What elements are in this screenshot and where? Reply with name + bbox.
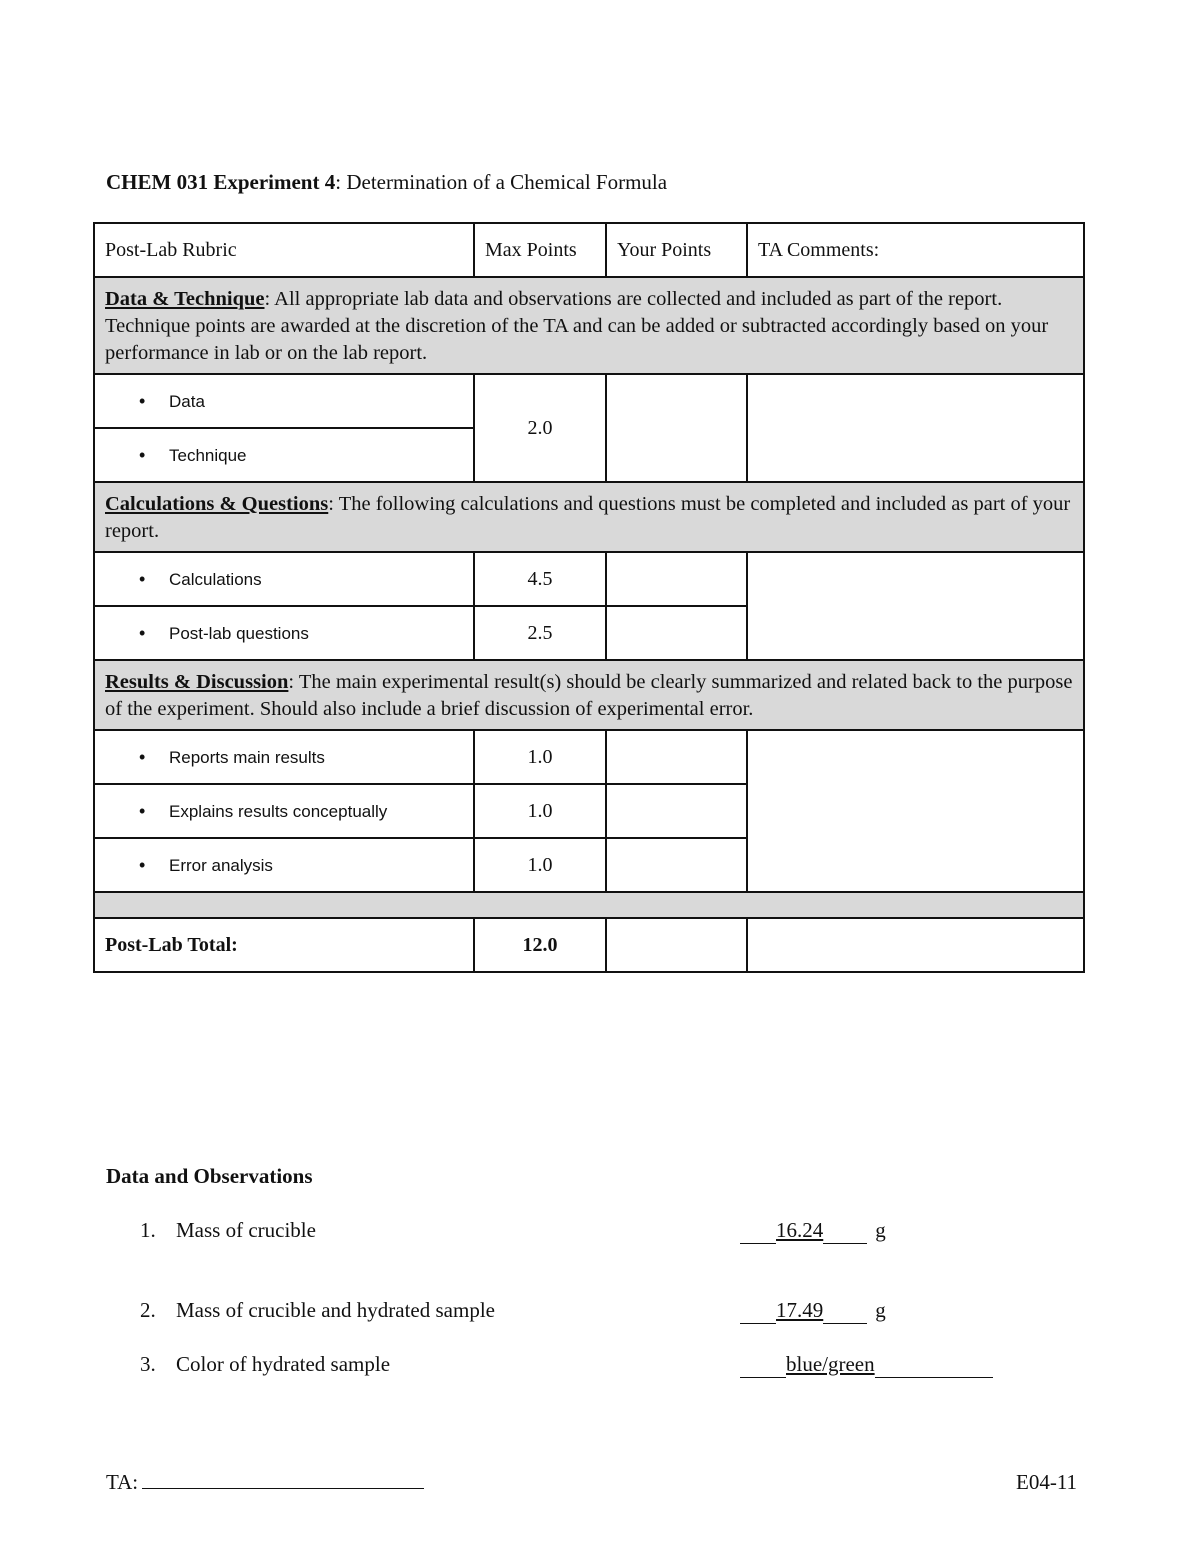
criterion-technique: • Technique: [94, 428, 474, 482]
total-max-points: 12.0: [474, 918, 606, 972]
bullet-icon: •: [139, 800, 146, 821]
spacer-cell: [94, 892, 1084, 918]
title-separator: :: [335, 170, 342, 194]
your-points-cell[interactable]: [606, 374, 747, 482]
answer-value: 17.49: [776, 1298, 824, 1322]
experiment-title: Determination of a Chemical Formula: [341, 170, 668, 194]
section-title: Calculations & Questions: [105, 493, 329, 515]
course-experiment-label: CHEM 031 Experiment 4: [106, 170, 336, 194]
answer-field[interactable]: [740, 1352, 993, 1378]
section-row-data-technique: [94, 277, 1084, 374]
item-number: 3.: [140, 1352, 156, 1376]
max-points-error-analysis: 1.0: [474, 838, 606, 892]
column-header-your-points: Your Points: [606, 223, 747, 277]
total-row: [94, 918, 1084, 972]
your-points-cell[interactable]: [606, 784, 747, 838]
item-number: 1.: [140, 1218, 156, 1242]
ta-comments-cell[interactable]: [747, 374, 1084, 482]
unit-label: g: [875, 1298, 886, 1322]
section-description: : The following calculations and questions must be completed and included as part of your report.: [105, 493, 1071, 542]
answer-value: blue/green: [786, 1352, 875, 1376]
column-header-max-points: Max Points: [474, 223, 606, 277]
total-your-points-cell[interactable]: [606, 918, 747, 972]
bullet-icon: •: [139, 746, 146, 767]
answer-field[interactable]: [740, 1218, 886, 1244]
your-points-cell[interactable]: [606, 838, 747, 892]
rubric-header-row: [94, 223, 1084, 277]
max-points-data-technique: 2.0: [474, 374, 606, 482]
document-title: [106, 170, 667, 195]
post-lab-rubric-table: [93, 222, 1085, 973]
section-row-results-discussion: [94, 660, 1084, 730]
ta-label: TA:: [106, 1470, 139, 1494]
section-description: : The main experimental result(s) should be clearly summarized and related back to the purpose of the experiment. Should also include a brief discussion of experimental error.: [105, 671, 1073, 720]
section-title: Results & Discussion: [105, 671, 289, 693]
ta-comments-cell[interactable]: [747, 552, 1084, 660]
column-header-rubric: Post-Lab Rubric: [94, 223, 474, 277]
your-points-cell[interactable]: [606, 730, 747, 784]
criterion-reports-main-results: • Reports main results: [94, 730, 474, 784]
section-results-discussion: [94, 660, 1084, 730]
criterion-error-analysis: • Error analysis: [94, 838, 474, 892]
ta-signature-field: [106, 1470, 424, 1495]
answer-field[interactable]: [740, 1298, 886, 1324]
your-points-cell[interactable]: [606, 552, 747, 606]
ta-signature-line[interactable]: [142, 1470, 424, 1489]
total-ta-comments-cell[interactable]: [747, 918, 1084, 972]
spacer-row: [94, 892, 1084, 918]
bullet-icon: •: [139, 568, 146, 589]
section-calculations-questions: [94, 482, 1084, 552]
section-description: : All appropriate lab data and observations are collected and included as part of the report. Technique points are awarded at the discretion of the TA and can be added or subtracted accordingly based on your performance in lab or on the lab report.: [105, 288, 1049, 364]
criterion-post-lab-questions: • Post-lab questions: [94, 606, 474, 660]
item-label: Mass of crucible: [176, 1218, 316, 1242]
total-label: Post-Lab Total:: [94, 918, 474, 972]
column-header-ta-comments: TA Comments:: [747, 223, 1084, 277]
section-row-calculations-questions: [94, 482, 1084, 552]
max-points-explains-results: 1.0: [474, 784, 606, 838]
your-points-cell[interactable]: [606, 606, 747, 660]
bullet-icon: •: [139, 390, 146, 411]
criterion-explains-results: • Explains results conceptually: [94, 784, 474, 838]
criterion-data: • Data: [94, 374, 474, 428]
bullet-icon: •: [139, 622, 146, 643]
criterion-calculations: • Calculations: [94, 552, 474, 606]
answer-value: 16.24: [776, 1218, 824, 1242]
table-row: [94, 730, 1084, 784]
item-number: 2.: [140, 1298, 156, 1322]
max-points-post-lab-questions: 2.5: [474, 606, 606, 660]
bullet-icon: •: [139, 854, 146, 875]
max-points-reports-main-results: 1.0: [474, 730, 606, 784]
item-label: Color of hydrated sample: [176, 1352, 391, 1376]
observations-heading: Data and Observations: [106, 1164, 313, 1188]
section-title: Data & Technique: [105, 288, 265, 310]
section-data-technique: [94, 277, 1084, 374]
item-label: Mass of crucible and hydrated sample: [176, 1298, 495, 1322]
table-row: [94, 552, 1084, 606]
unit-label: g: [875, 1218, 886, 1242]
max-points-calculations: 4.5: [474, 552, 606, 606]
page-number: E04-11: [1016, 1470, 1078, 1494]
bullet-icon: •: [139, 444, 146, 465]
table-row: [94, 374, 1084, 428]
ta-comments-cell[interactable]: [747, 730, 1084, 892]
